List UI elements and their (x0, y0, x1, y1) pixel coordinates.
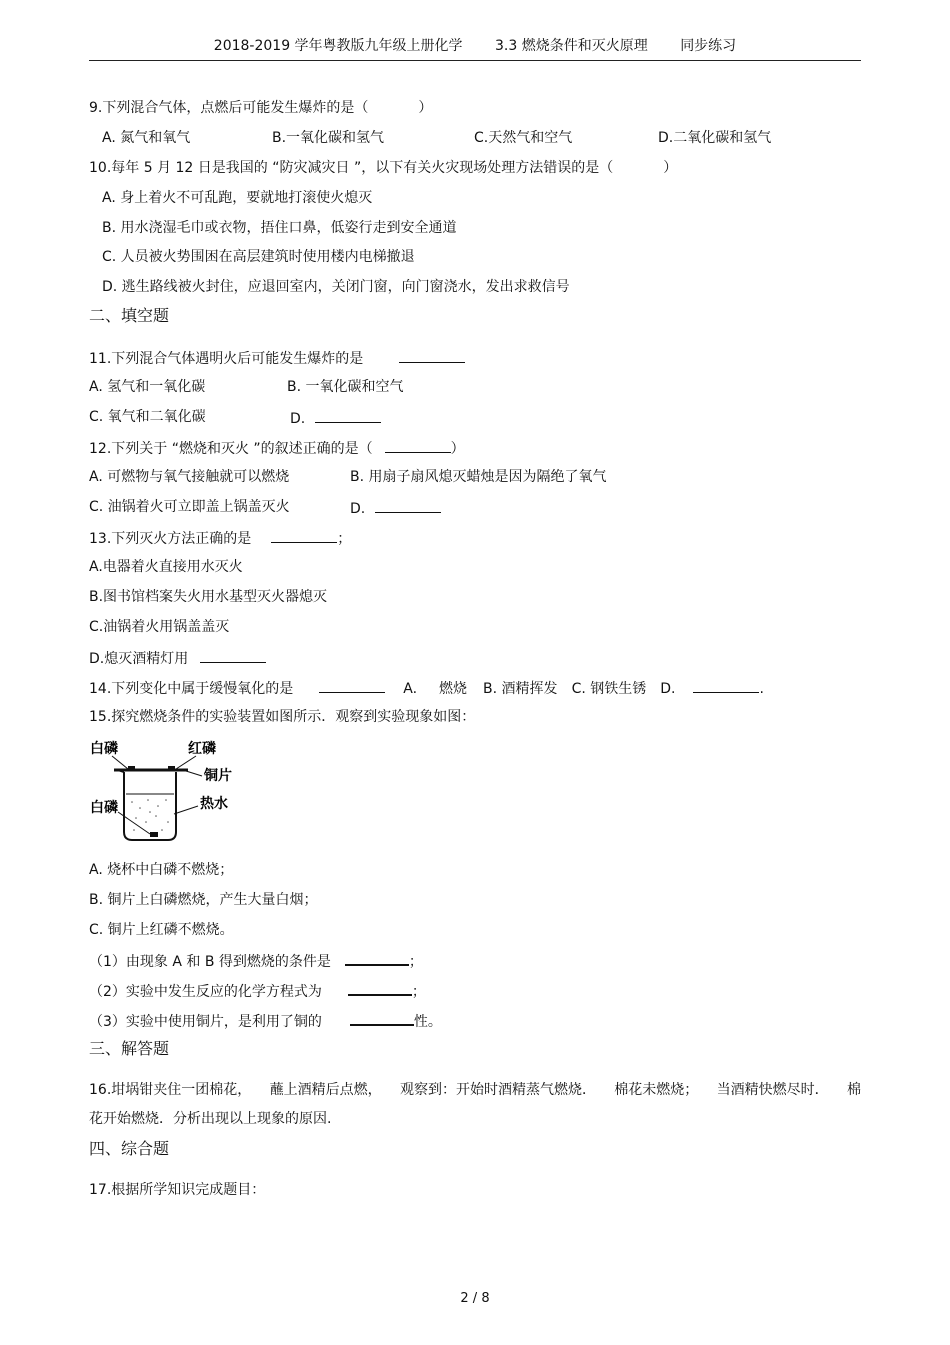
question-stem: 11.下列混合气体遇明火后可能发生爆炸的是 (89, 351, 364, 367)
option-a-label: A. (403, 681, 418, 697)
question-stem: 10.每年 5 月 12 日是我国的 “防灾减灾日 ”，以下有关火灾现场处理方法错误的是（ (89, 160, 614, 176)
label-white-phosphorus-top: 白磷 (90, 741, 118, 757)
observation-c: C. 铜片上红磷不燃烧。 (89, 922, 234, 938)
header-rule (89, 60, 861, 61)
section-heading-answer: 三、解答题 (89, 1039, 170, 1058)
question-9 (89, 99, 432, 117)
text-segment: 蘸上酒精后点燃， (269, 1082, 382, 1098)
option-c: C. 氧气和二氧化碳 (89, 409, 206, 425)
question-17: 17.根据所学知识完成题目： (89, 1182, 266, 1198)
answer-blank[interactable] (399, 348, 465, 363)
option-b: B. 用扇子扇风熄灭蜡烛是因为隔绝了氧气 (350, 469, 607, 485)
option-a: A. 身上着火不可乱跑，要就地打滚使火熄灭 (102, 190, 373, 206)
option-a-text: 燃烧 (439, 681, 468, 697)
suffix: 性。 (413, 1014, 442, 1030)
text-segment: 棉花未燃烧； (614, 1082, 699, 1098)
question-14 (89, 678, 764, 698)
option-d-label: D.熄灭酒精灯用 (89, 651, 189, 667)
answer-blank[interactable] (319, 678, 385, 693)
text-segment: 棉 (846, 1082, 861, 1098)
semicolon: ； (337, 531, 352, 547)
text-segment: 观察到：开始时酒精蒸气燃烧． (399, 1082, 596, 1098)
option-b: B. 用水浇湿毛巾或衣物，捂住口鼻，低姿行走到安全通道 (102, 220, 457, 236)
semicolon: ； (408, 954, 423, 970)
answer-blank[interactable] (693, 678, 759, 693)
option-d-label: D. (350, 501, 366, 517)
question-16-line-1 (89, 1081, 861, 1099)
option-a: A.电器着火直接用水灭火 (89, 559, 243, 575)
observation-a: A. 烧杯中白磷不燃烧； (89, 862, 234, 878)
combustion-experiment-figure (88, 736, 253, 846)
option-d: D.二氧化碳和氢气 (658, 130, 772, 146)
paren-close: ） (418, 100, 433, 116)
header-lesson: 3.3 燃烧条件和灭火原理 (495, 38, 648, 54)
option-d-label: D. (660, 681, 676, 697)
question-15: 15.探究燃烧条件的实验装置如图所示．观察到实验现象如图： (89, 709, 476, 725)
option-d (290, 408, 381, 428)
answer-blank[interactable] (348, 980, 412, 996)
answer-blank[interactable] (345, 950, 409, 966)
label-white-phosphorus-bottom: 白磷 (90, 800, 118, 816)
question-stem: 13.下列灭火方法正确的是 (89, 531, 252, 547)
question-11 (89, 348, 465, 368)
answer-blank[interactable] (271, 528, 337, 543)
answer-blank[interactable] (385, 438, 451, 453)
sub-question-2 (89, 980, 426, 1001)
question-stem: 12.下列关于 “燃烧和灭火 ”的叙述正确的是（ (89, 441, 373, 457)
question-stem: 9.下列混合气体，点燃后可能发生爆炸的是（ (89, 100, 369, 116)
label-copper-plate: 铜片 (204, 768, 232, 784)
option-b: B.一氧化碳和氢气 (272, 130, 385, 146)
question-12 (89, 438, 465, 458)
question-10 (89, 159, 677, 177)
option-d-label: D. (290, 411, 306, 427)
paren-close: ） (663, 160, 678, 176)
option-c: C.油锅着火用锅盖盖灭 (89, 619, 230, 635)
question-stem: 14.下列变化中属于缓慢氧化的是 (89, 681, 294, 697)
semicolon: ； (411, 984, 426, 1000)
answer-blank[interactable] (375, 498, 441, 513)
question-13 (89, 528, 351, 548)
label-red-phosphorus: 红磷 (188, 741, 216, 757)
option-c: C. 钢铁生锈 (571, 681, 647, 697)
option-c: C.天然气和空气 (474, 130, 573, 146)
beaker (124, 772, 176, 840)
section-heading-comprehensive: 四、综合题 (89, 1139, 170, 1158)
answer-blank[interactable] (315, 408, 381, 423)
page-number: 2 / 8 (460, 1291, 490, 1306)
header-practice: 同步练习 (680, 38, 737, 54)
white-phosphorus-on-plate (128, 766, 135, 770)
option-a: A. 可燃物与氧气接触就可以燃烧 (89, 469, 290, 485)
option-b: B.图书馆档案失火用水基型灭火器熄灭 (89, 589, 328, 605)
section-heading-fill-blank: 二、填空题 (89, 306, 170, 325)
text-segment: 当酒精快燃尽时． (716, 1082, 829, 1098)
answer-blank[interactable] (200, 648, 266, 663)
option-b: B. 一氧化碳和空气 (287, 379, 404, 395)
sub-question-text: （2）实验中发生反应的化学方程式为 (89, 984, 322, 1000)
sub-question-1 (89, 950, 423, 971)
answer-blank[interactable] (350, 1010, 414, 1026)
sub-question-text: （1）由现象 A 和 B 得到燃烧的条件是 (89, 954, 331, 970)
option-a: A. 氮气和氧气 (102, 130, 191, 146)
paren-close: ） (450, 441, 465, 457)
option-c: C. 油锅着火可立即盖上锅盖灭火 (89, 499, 290, 515)
option-a: A. 氢气和一氧化碳 (89, 379, 206, 395)
header-title: 2018-2019 学年粤教版九年级上册化学 (213, 38, 463, 54)
red-phosphorus (168, 766, 175, 770)
question-16-line-2: 花开始燃烧．分析出现以上现象的原因. (89, 1111, 332, 1127)
option-d (89, 648, 266, 668)
white-phosphorus-in-water (150, 832, 158, 837)
text-segment: 16.坩埚钳夹住一团棉花， (89, 1082, 252, 1098)
sub-question-3 (89, 1010, 442, 1031)
period: . (759, 681, 764, 697)
sub-question-text: （3）实验中使用铜片，是利用了铜的 (89, 1014, 322, 1030)
option-d (350, 498, 441, 518)
label-hot-water: 热水 (200, 796, 228, 812)
option-b: B. 酒精挥发 (483, 681, 558, 697)
observation-b: B. 铜片上白磷燃烧，产生大量白烟； (89, 892, 318, 908)
option-c: C. 人员被火势围困在高层建筑时使用楼内电梯撤退 (102, 249, 415, 265)
option-d: D. 逃生路线被火封住，应退回室内，关闭门窗，向门窗浇水，发出求救信号 (102, 279, 570, 295)
page-header (0, 37, 950, 55)
